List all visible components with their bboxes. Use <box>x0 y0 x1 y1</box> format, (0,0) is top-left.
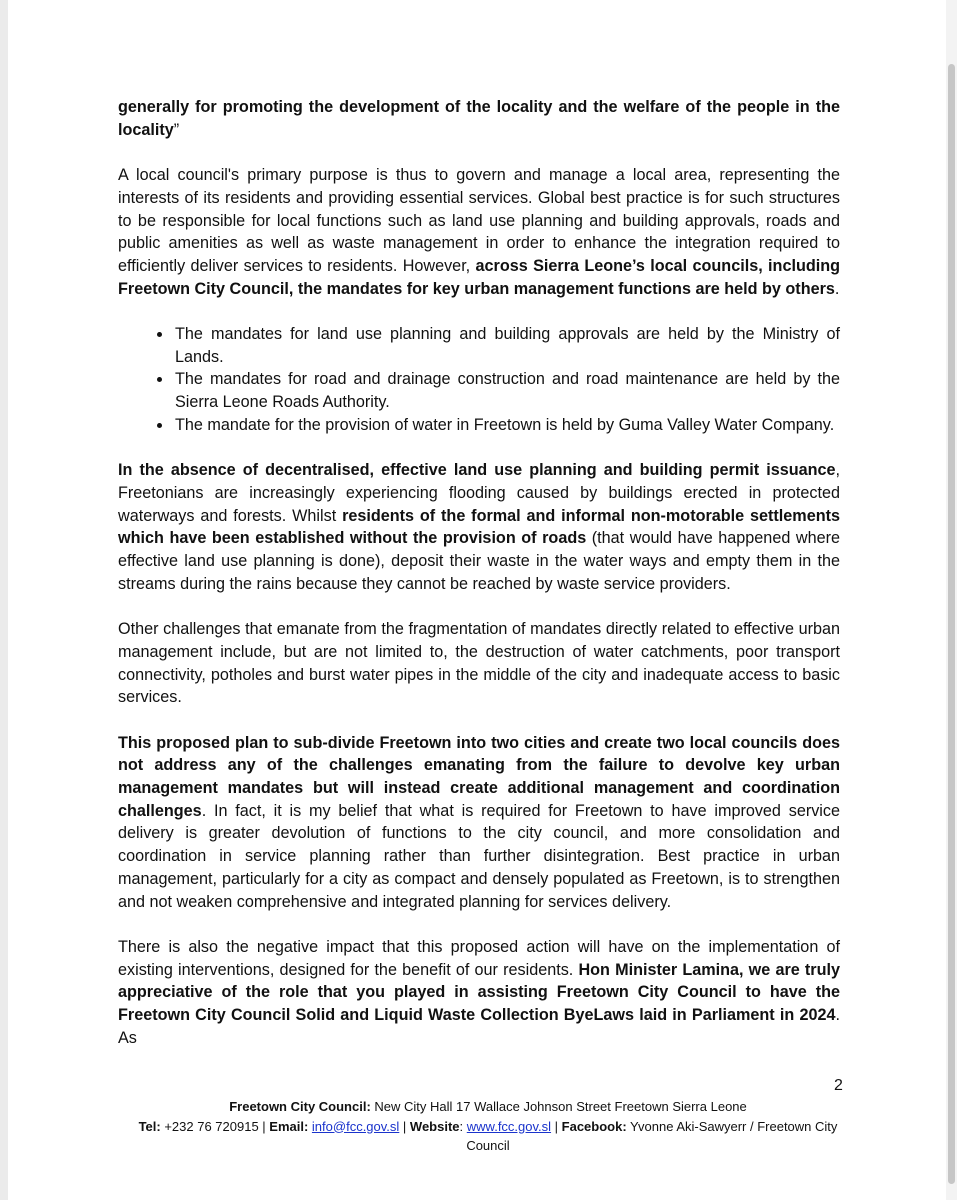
page-number: 2 <box>834 1077 843 1094</box>
mandates-bullet-list <box>118 323 840 437</box>
footer-contact-line <box>128 1117 848 1156</box>
paragraph-2 <box>118 164 840 300</box>
paragraph-5 <box>118 732 840 914</box>
paragraph-6-tail: . As <box>118 1006 840 1047</box>
footer-email-label: Email: <box>269 1118 309 1134</box>
footer-website-link[interactable]: www.fcc.gov.sl <box>466 1118 552 1134</box>
paragraph-3-text-2: (that would have happened where effective land use planning is done), deposit their waste in the water ways and empty them in the streams during the rains because they cannot be reached by waste service providers. <box>118 529 840 593</box>
footer-website-colon: : <box>459 1118 467 1134</box>
footer-facebook: Yvonne Aki-Sawyerr / Freetown City Council <box>466 1118 838 1153</box>
paragraph-5-text: . In fact, it is my belief that what is required for Freetown to have improved service delivery is greater devolution of functions to the city council, and more consolidation and coordination in service planning rather than further disintegration. Best practice in urban management, particularly for a city as compact and densely populated as Freetown, is to strengthen and not weaken comprehensive and integrated planning for services delivery. <box>118 801 840 911</box>
bullet-item-roads: • The mandates for road and drainage construction and road maintenance are held by the Sierra Leone Roads Authority. <box>173 368 840 413</box>
bullet-item-water: • The mandate for the provision of water in Freetown is held by Guma Valley Water Company. <box>173 414 840 437</box>
bullet-item-lands: • The mandates for land use planning and building approvals are held by the Ministry of Lands. <box>173 323 840 368</box>
footer-address: New City Hall 17 Wallace Johnson Street Freetown Sierra Leone <box>370 1099 747 1114</box>
letter-body <box>118 96 840 1072</box>
document-page <box>8 0 946 1200</box>
footer-tel: +232 76 720915 | <box>160 1118 270 1134</box>
paragraph-3-bold-1: In the absence of decentralised, effective land use planning and building permit issuance <box>118 461 836 480</box>
paragraph-1-tail: ” <box>173 120 180 139</box>
paragraph-5-bold: This proposed plan to sub-divide Freetown into two cities and create two local councils does not address any of the challenges emanating from the failure to devolve key urban management mandates but will instead create additional management and coordination challenges <box>118 733 840 820</box>
paragraph-3-bold-2: residents of the formal and informal non-motorable settlements which have been established without the provision of roads <box>118 506 840 548</box>
footer-sep-2: | <box>551 1118 562 1134</box>
paragraph-2-bold: across Sierra Leone’s local councils, including Freetown City Council, the mandates for key urban management functions are held by others <box>118 256 840 298</box>
paragraph-3 <box>118 459 840 595</box>
footer-address-line <box>128 1097 848 1117</box>
paragraph-1 <box>118 96 840 141</box>
vertical-scrollbar[interactable] <box>946 0 957 1200</box>
footer-sep-1: | <box>399 1118 410 1134</box>
footer-email-link[interactable]: info@fcc.gov.sl <box>311 1118 400 1134</box>
footer-facebook-label: Facebook: <box>561 1118 627 1134</box>
paragraph-6-bold: Hon Minister Lamina, we are truly appreciative of the role that you played in assisting Freetown City Council to have the Freetown City Council Solid and Liquid Waste Collection ByeLaws laid in Parliament in 2024 <box>118 960 840 1025</box>
footer-tel-label: Tel: <box>138 1118 161 1134</box>
paragraph-4: Other challenges that emanate from the fragmentation of mandates directly related to effective urban management include, but are not limited to, the destruction of water catchments, poor transport connectivity, potholes and burst water pipes in the middle of the city and inadequate access to basic services. <box>118 620 840 707</box>
footer-website-label: Website <box>409 1118 460 1134</box>
paragraph-3-text-1: , Freetonians are increasingly experiencing flooding caused by buildings erected in protected waterways and forests. Whilst <box>118 461 840 525</box>
paragraph-6 <box>118 936 840 1050</box>
letterhead-footer <box>128 1097 848 1156</box>
footer-org-label: Freetown City Council: <box>229 1099 371 1114</box>
paragraph-2-tail: . <box>834 279 840 298</box>
paragraph-6-text: There is also the negative impact that this proposed action will have on the implementation of existing interventions, designed for the benefit of our residents. <box>118 937 840 979</box>
scrollbar-thumb[interactable] <box>948 64 955 1184</box>
paragraph-1-bold: generally for promoting the development of the locality and the welfare of the people in the locality <box>118 98 840 139</box>
paragraph-2-text: A local council's primary purpose is thus to govern and manage a local area, representing the interests of its residents and providing essential services. Global best practice is for such structures to be responsible for local functions such as land use planning and building approvals, roads and public amenities as well as waste management in order to enhance the integration required to efficiently deliver services to residents. However, <box>118 166 840 275</box>
